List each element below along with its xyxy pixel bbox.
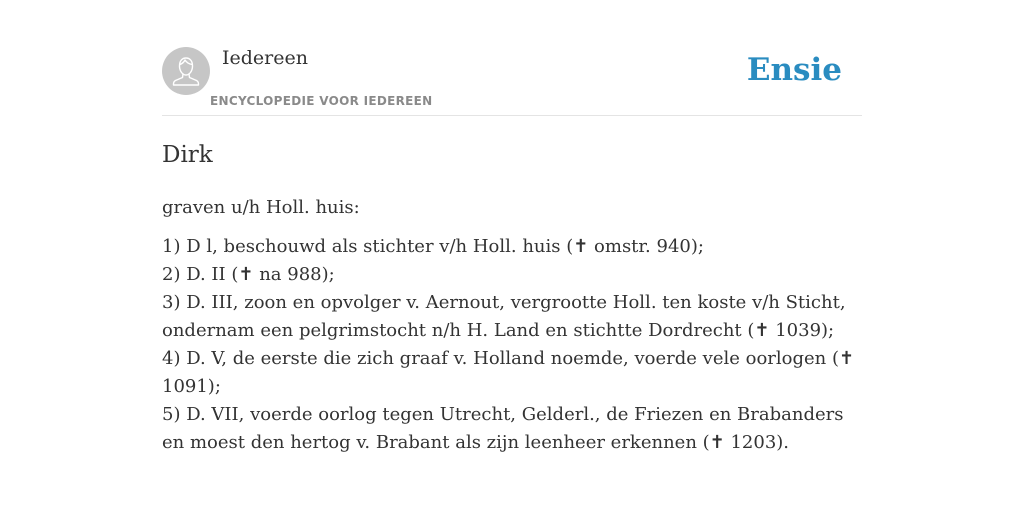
list-item: 4) D. V, de eerste die zich graaf v. Holland noemde, voerde vele oorlogen (✝ 1091); [162,348,855,397]
site-tagline: ENCYCLOPEDIE VOOR IEDEREEN [210,94,433,108]
article-body [162,194,862,457]
list-item: 1) D l, beschouwd als stichter v/h Holl. huis (✝ omstr. 940); [162,236,704,257]
author-name[interactable]: Iedereen [222,47,308,69]
author-avatar[interactable] [162,47,210,95]
article-title: Dirk [162,142,213,168]
list-item: 3) D. III, zoon en opvolger v. Aernout, vergrootte Holl. ten koste v/h Sticht, ondernam een pelgrimstocht n/h H. Land en stichtte Dordrecht (✝ 1039); [162,292,846,341]
list-item: 2) D. II (✝ na 988); [162,264,335,285]
user-silhouette-icon [162,47,210,95]
article-intro: graven u/h Holl. huis: [162,197,360,218]
site-header [162,0,862,116]
brand-logo[interactable]: Ensie [746,52,842,88]
entry-list [162,233,862,457]
list-item: 5) D. VII, voerde oorlog tegen Utrecht, Gelderl., de Friezen en Brabanders en moest den hertog v. Brabant als zijn leenheer erkennen (✝ 1203). [162,404,844,453]
